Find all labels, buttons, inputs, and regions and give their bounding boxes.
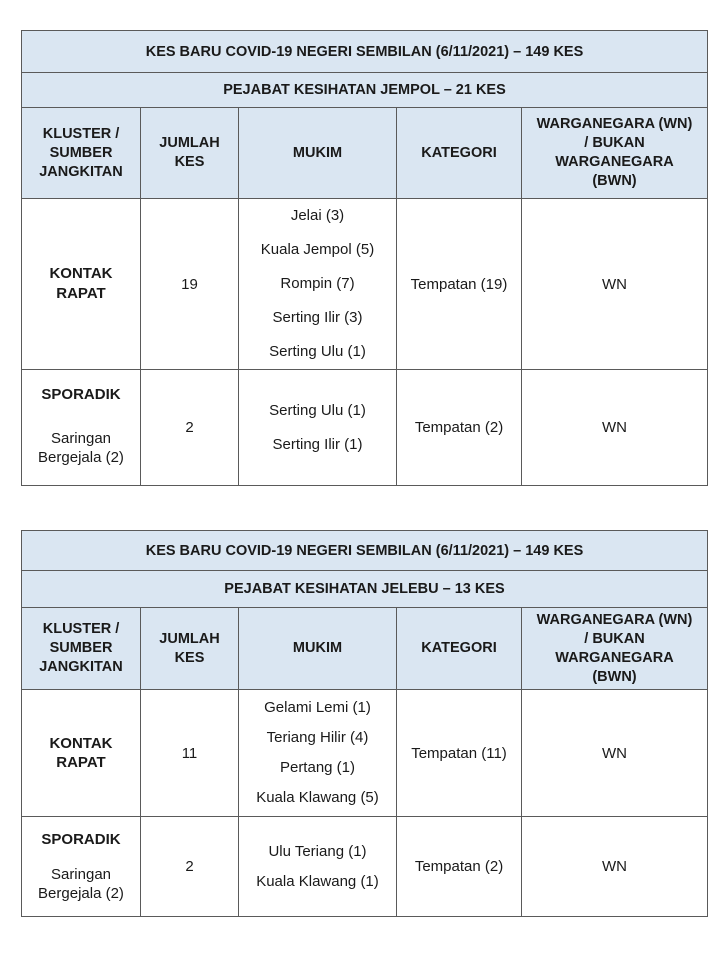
kluster-heading: SPORADIK [41, 386, 121, 403]
table-title-row [22, 531, 708, 571]
header-kategori: KATEGORI [397, 108, 522, 199]
kluster-cell [22, 199, 141, 370]
header-jumlah-line: JUMLAH [159, 630, 220, 647]
header-kluster [22, 608, 141, 690]
kluster-line: KONTAK [49, 735, 113, 752]
header-jumlah [141, 108, 239, 199]
mukim-item: Ulu Teriang (1) [268, 842, 367, 860]
header-mukim: MUKIM [239, 608, 397, 690]
header-kluster [22, 108, 141, 199]
header-kluster-line: SUMBER [49, 640, 113, 656]
mukim-cell [239, 370, 397, 486]
kluster-line: RAPAT [56, 754, 106, 771]
mukim-item: Kuala Jempol (5) [260, 241, 375, 258]
mukim-item: Kuala Klawang (5) [256, 789, 379, 806]
warga-cell: WN [522, 199, 708, 370]
kluster-sub-line: Bergejala (2) [38, 449, 124, 466]
mukim-item: Serting Ilir (1) [272, 435, 363, 453]
office-heading: PEJABAT KESIHATAN JEMPOL – 21 KES [22, 73, 708, 108]
header-warga-line: (BWN) [592, 668, 637, 685]
table-row [22, 817, 708, 917]
header-warga-line: WARGANEGARA (WN) [536, 116, 693, 132]
jelebu-cases-table [21, 530, 708, 917]
header-warga-line: / BUKAN [584, 630, 645, 647]
kategori-cell: Tempatan (2) [397, 370, 522, 486]
kluster-sub-line: Bergejala (2) [38, 885, 124, 902]
header-kluster-line: JANGKITAN [39, 659, 123, 675]
table-title-row [22, 31, 708, 73]
table-row [22, 690, 708, 817]
kluster-sub-line: Saringan [50, 866, 112, 883]
header-jumlah-line: JUMLAH [159, 135, 220, 151]
header-jumlah-line: KES [174, 154, 205, 170]
mukim-item: Teriang Hilir (4) [266, 729, 369, 746]
header-kluster-line: KLUSTER / [42, 125, 120, 142]
mukim-item: Pertang (1) [279, 759, 356, 776]
warga-cell: WN [522, 817, 708, 917]
header-warga-line: / BUKAN [584, 135, 645, 151]
jumlah-cell: 2 [141, 817, 239, 917]
header-kluster-line: KLUSTER / [42, 621, 120, 637]
header-kluster-line: SUMBER [49, 144, 113, 161]
table-title: KES BARU COVID-19 NEGERI SEMBILAN (6/11/2021) – 149 KES [22, 31, 708, 73]
jumlah-cell: 19 [141, 199, 239, 370]
kluster-cell [22, 690, 141, 817]
header-jumlah-line: KES [174, 649, 205, 666]
header-warga [522, 608, 708, 690]
jumlah-cell: 11 [141, 690, 239, 817]
header-warga [522, 108, 708, 199]
header-warga-line: WARGANEGARA [555, 154, 674, 170]
kluster-sub-line: Saringan [50, 430, 112, 447]
header-mukim: MUKIM [239, 108, 397, 199]
jempol-cases-table [21, 30, 708, 486]
kategori-cell: Tempatan (11) [397, 690, 522, 817]
mukim-item: Rompin (7) [280, 275, 355, 292]
office-row [22, 73, 708, 108]
mukim-item: Serting Ilir (3) [272, 309, 363, 326]
office-row [22, 571, 708, 608]
table-row [22, 370, 708, 486]
mukim-item: Gelami Lemi (1) [264, 699, 371, 716]
table-title: KES BARU COVID-19 NEGERI SEMBILAN (6/11/2021) – 149 KES [22, 531, 708, 571]
column-header-row [22, 608, 708, 690]
header-warga-line: (BWN) [592, 173, 637, 189]
table-row [22, 199, 708, 370]
header-warga-line: WARGANEGARA (WN) [536, 611, 693, 628]
mukim-item: Jelai (3) [290, 207, 345, 224]
kluster-line: RAPAT [56, 285, 106, 302]
header-jumlah [141, 608, 239, 690]
kategori-cell: Tempatan (19) [397, 199, 522, 370]
header-kluster-line: JANGKITAN [39, 163, 123, 180]
mukim-item: Serting Ulu (1) [269, 343, 366, 360]
kategori-cell: Tempatan (2) [397, 817, 522, 917]
header-kategori: KATEGORI [397, 608, 522, 690]
warga-cell: WN [522, 690, 708, 817]
office-heading: PEJABAT KESIHATAN JELEBU – 13 KES [22, 571, 708, 608]
mukim-item: Serting Ulu (1) [269, 401, 366, 419]
mukim-cell [239, 690, 397, 817]
kluster-cell [22, 817, 141, 917]
mukim-cell [239, 817, 397, 917]
jumlah-cell: 2 [141, 370, 239, 486]
warga-cell: WN [522, 370, 708, 486]
mukim-item: Kuala Klawang (1) [256, 872, 379, 890]
kluster-cell [22, 370, 141, 486]
kluster-line: KONTAK [49, 265, 113, 282]
header-warga-line: WARGANEGARA [555, 649, 674, 666]
kluster-heading: SPORADIK [41, 831, 121, 848]
column-header-row [22, 108, 708, 199]
mukim-cell [239, 199, 397, 370]
